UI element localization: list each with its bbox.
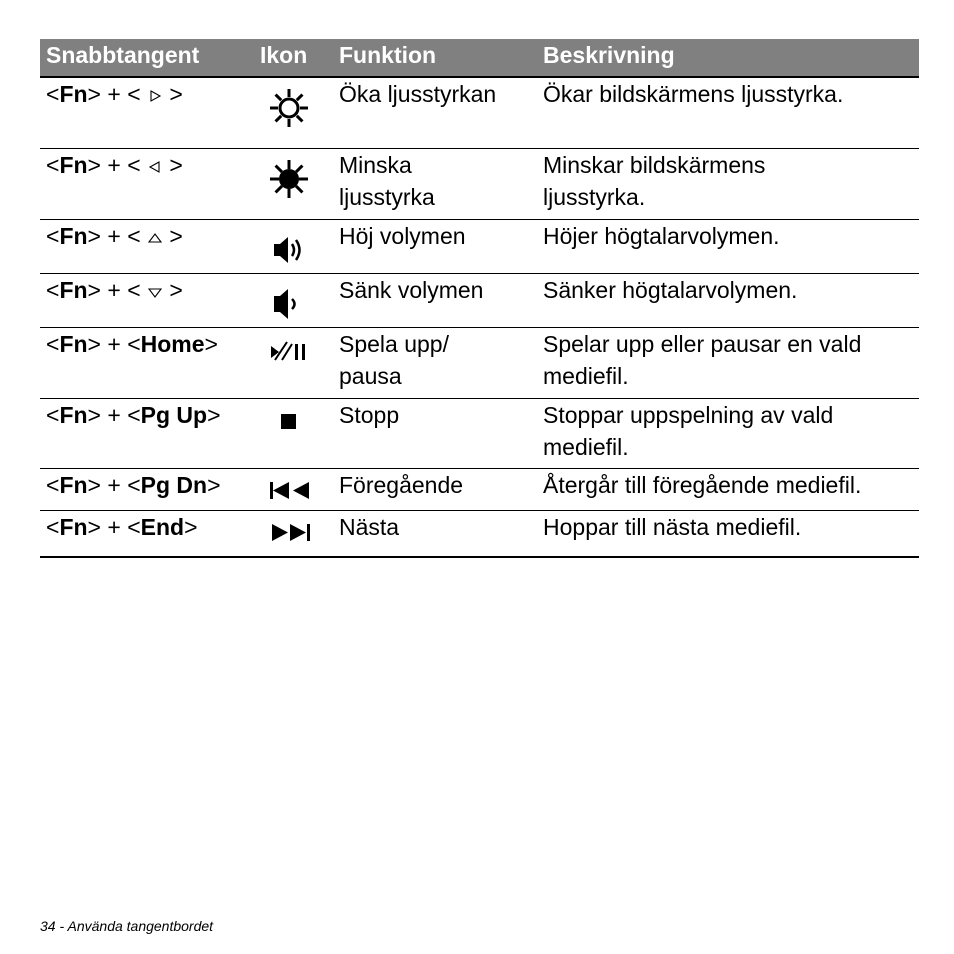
description-line: Stoppar uppspelning av vald	[543, 402, 834, 428]
function-line: Öka ljusstyrkan	[339, 81, 497, 107]
fn-key: Fn	[59, 277, 88, 303]
table-row	[40, 328, 919, 399]
description-cell	[543, 274, 797, 306]
stop-icon	[267, 401, 323, 445]
shortcut-table	[40, 39, 919, 558]
shortcut-cell: <Fn> + <Pg Dn>	[46, 472, 221, 498]
function-line: pausa	[339, 363, 402, 389]
function-line: Spela upp/	[339, 331, 449, 357]
description-line: Hoppar till nästa mediefil.	[543, 514, 802, 540]
page-footer: 34 - Använda tangentbordet	[40, 918, 214, 934]
key-name: Pg Up	[140, 402, 208, 428]
description-cell	[543, 149, 765, 213]
description-cell	[543, 399, 833, 463]
function-cell	[339, 78, 496, 110]
function-cell	[339, 511, 399, 543]
description-line: mediefil.	[543, 363, 629, 389]
triangle-down-icon	[148, 285, 162, 299]
header-shortcut: Snabbtangent	[46, 42, 200, 68]
function-cell	[339, 399, 399, 431]
table-row	[40, 511, 919, 558]
previous-track-icon	[267, 469, 323, 513]
function-cell	[339, 469, 463, 501]
table-row	[40, 274, 919, 328]
table-row	[40, 469, 919, 511]
volume-up-icon	[267, 228, 323, 272]
function-line: ljusstyrka	[339, 184, 435, 210]
sun-outline-icon	[267, 86, 323, 130]
plus: +	[100, 152, 128, 178]
key-name: End	[140, 514, 185, 540]
description-line: Ökar bildskärmens ljusstyrka.	[543, 81, 844, 107]
triangle-left-icon	[148, 160, 162, 174]
fn-key: Fn	[59, 472, 88, 498]
plus: +	[100, 472, 128, 498]
key-name: Home	[140, 331, 205, 357]
description-line: ljusstyrka.	[543, 184, 646, 210]
header-description: Beskrivning	[543, 42, 675, 68]
description-cell	[543, 328, 861, 392]
description-line: Återgår till föregående mediefil.	[543, 472, 862, 498]
function-line: Stopp	[339, 402, 400, 428]
fn-key: Fn	[59, 152, 88, 178]
function-line: Minska	[339, 152, 412, 178]
function-line: Föregående	[339, 472, 464, 498]
fn-key: Fn	[59, 223, 88, 249]
plus: +	[100, 277, 128, 303]
description-cell	[543, 220, 780, 252]
shortcut-cell: <Fn> + <Pg Up>	[46, 402, 221, 428]
table-row	[40, 78, 919, 149]
description-cell	[543, 78, 843, 110]
table-header	[40, 39, 919, 78]
description-line: Höjer högtalarvolymen.	[543, 223, 780, 249]
shortcut-cell: <Fn> + < >	[46, 81, 183, 107]
plus: +	[100, 81, 128, 107]
plus: +	[100, 402, 128, 428]
description-cell	[543, 469, 861, 501]
function-cell	[339, 220, 466, 252]
next-track-icon	[267, 511, 323, 555]
fn-key: Fn	[59, 514, 88, 540]
header-function: Funktion	[339, 42, 437, 68]
plus: +	[100, 514, 128, 540]
description-cell	[543, 511, 801, 543]
shortcut-cell: <Fn> + < >	[46, 223, 183, 249]
play-pause-icon	[267, 332, 323, 376]
description-line: Sänker högtalarvolymen.	[543, 277, 798, 303]
header-icon: Ikon	[260, 42, 308, 68]
function-line: Nästa	[339, 514, 400, 540]
volume-down-icon	[267, 282, 323, 326]
plus: +	[100, 331, 128, 357]
table-row	[40, 399, 919, 469]
description-line: Spelar upp eller pausar en vald	[543, 331, 862, 357]
shortcut-cell: <Fn> + <End>	[46, 514, 198, 540]
table-body	[40, 78, 919, 558]
table-row	[40, 220, 919, 274]
key-name: Pg Dn	[140, 472, 208, 498]
shortcut-cell: <Fn> + < >	[46, 277, 183, 303]
triangle-up-icon	[148, 231, 162, 245]
sun-filled-icon	[267, 157, 323, 201]
plus: +	[100, 223, 128, 249]
description-line: mediefil.	[543, 434, 629, 460]
function-cell	[339, 149, 435, 213]
function-cell	[339, 328, 449, 392]
table-row	[40, 149, 919, 220]
function-line: Sänk volymen	[339, 277, 484, 303]
fn-key: Fn	[59, 81, 88, 107]
description-line: Minskar bildskärmens	[543, 152, 766, 178]
function-cell	[339, 274, 483, 306]
shortcut-cell: <Fn> + <Home>	[46, 331, 218, 357]
fn-key: Fn	[59, 402, 88, 428]
fn-key: Fn	[59, 331, 88, 357]
triangle-right-icon	[148, 89, 162, 103]
function-line: Höj volymen	[339, 223, 466, 249]
shortcut-cell: <Fn> + < >	[46, 152, 183, 178]
